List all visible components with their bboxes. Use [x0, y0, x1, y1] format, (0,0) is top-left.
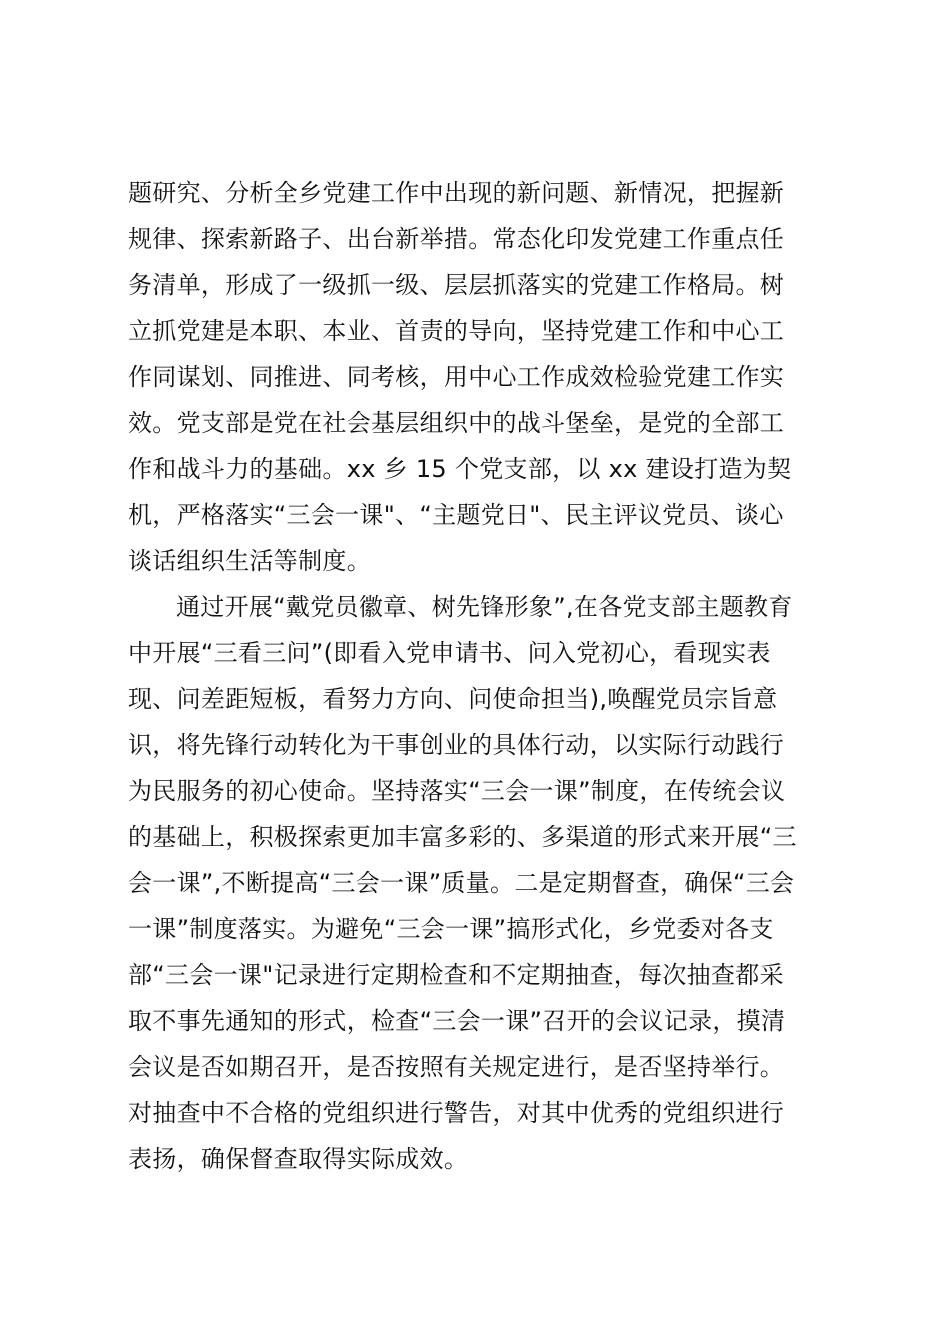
paragraph-line: 识，将先锋行动转化为干事创业的具体行动，以实际行动践行 — [128, 731, 785, 759]
paragraph-line: 会一课”,不断提高“三会一课”质量。二是定期督查，确保“三会 — [128, 869, 795, 897]
document-body — [128, 170, 828, 1182]
paragraph-2 — [128, 584, 828, 1182]
paragraph-line: 部“三会一课"记录进行定期检查和不定期抽查，每次抽查都采 — [128, 961, 784, 989]
paragraph-line: 作同谋划、同推进、同考核，用中心工作成效检验党建工作实 — [128, 363, 785, 391]
paragraph-first-line: 通过开展“戴党员徽章、树先锋形象”,在各党支部主题教育 — [176, 593, 793, 621]
paragraph-line: 取不事先通知的形式，检查“三会一课”召开的会议记录，摸清 — [128, 1007, 786, 1035]
paragraph-line: 立抓党建是本职、本业、首责的导向，坚持党建工作和中心工 — [128, 317, 785, 345]
paragraph-line: 作和战斗力的基础。xx 乡 15 个党支部，以 xx 建设打造为契 — [128, 455, 792, 483]
paragraph-line: 为民服务的初心使命。坚持落实“三会一课”制度，在传统会议 — [128, 777, 786, 805]
paragraph-line: 的基础上，积极探索更加丰富多彩的、多渠道的形式来开展“三 — [128, 823, 797, 851]
paragraph-1 — [128, 170, 828, 584]
paragraph-line: 表扬，确保督查取得实际成效。 — [128, 1145, 469, 1173]
paragraph-line: 现、问差距短板，看努力方向、问使命担当),唤醒党员宗旨意 — [128, 685, 778, 713]
paragraph-line: 机，严格落实“三会一课"、“主题党日"、民主评议党员、谈心 — [128, 501, 784, 529]
paragraph-line: 务清单，形成了一级抓一级、层层抓落实的党建工作格局。树 — [128, 271, 785, 299]
paragraph-line: 会议是否如期召开，是否按照有关规定进行，是否坚持举行。 — [128, 1053, 785, 1081]
paragraph-line: 中开展“三看三问”(即看入党申请书、问入党初心，看现实表 — [128, 639, 771, 667]
paragraph-line: 规律、探索新路子、出台新举措。常态化印发党建工作重点任 — [128, 225, 785, 253]
paragraph-line: 对抽查中不合格的党组织进行警告，对其中优秀的党组织进行 — [128, 1099, 785, 1127]
paragraph-line: 一课”制度落实。为避免“三会一课”搞形式化，乡党委对各支 — [128, 915, 774, 943]
paragraph-line: 效。党支部是党在社会基层组织中的战斗堡垒，是党的全部工 — [128, 409, 785, 437]
paragraph-line: 题研究、分析全乡党建工作中出现的新问题、新情况，把握新 — [128, 179, 785, 207]
paragraph-line: 谈话组织生活等制度。 — [128, 547, 371, 575]
